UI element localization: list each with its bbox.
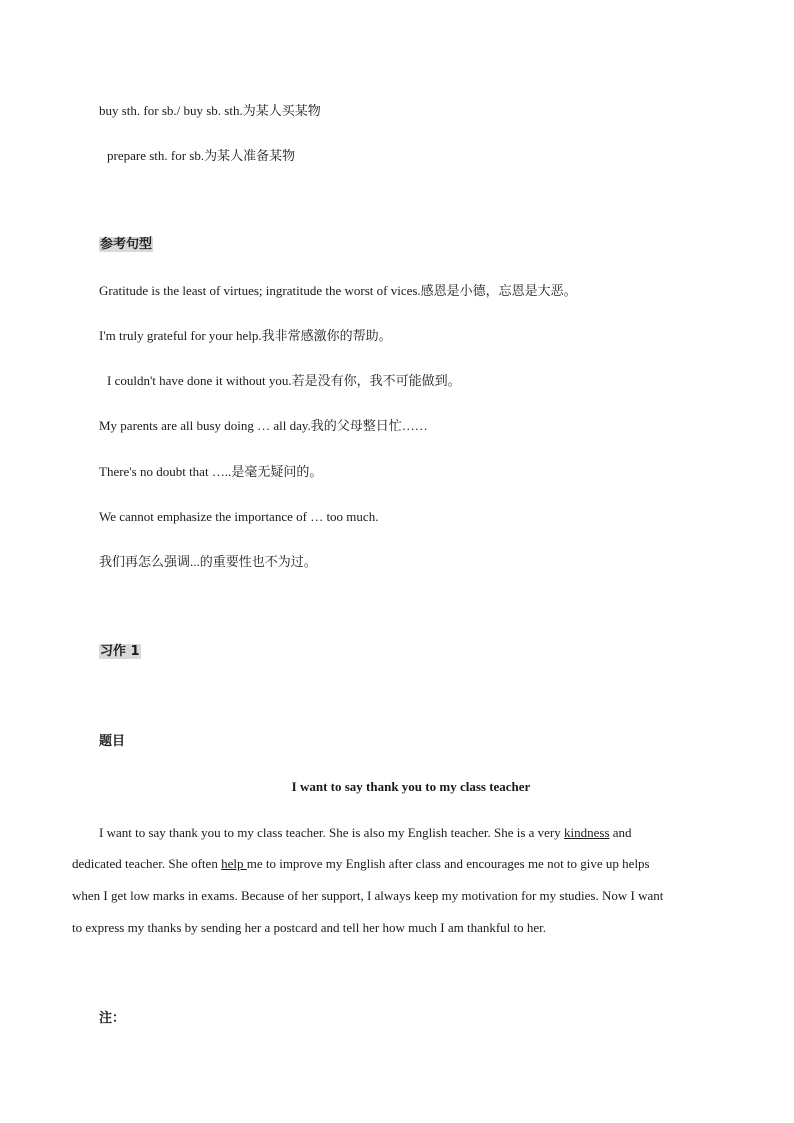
phrase-buy: buy sth. for sb./ buy sb. sth.为某人买某物 [99,103,321,118]
sentence-parents-busy: My parents are all busy doing … all day.我的父母整日忙…… [99,418,428,433]
sentence-gratitude: Gratitude is the least of virtues; ingratitude the worst of vices.感恩是小德，忘恩是大恶。 [99,283,577,298]
essay-title: I want to say thank you to my class teacher [291,779,531,794]
exercise-subheading: 题目 [99,734,126,749]
exercise-heading-text: 习作 1 [100,644,140,659]
reference-heading-text: 参考句型 [100,237,153,252]
essay-word-kindness: kindness [564,825,610,840]
essay-line-1-a: I want to say thank you to my class teacher. She is also my English teacher. She is a very [99,825,565,840]
reference-heading [99,237,153,253]
essay-word-help: help [221,856,247,871]
essay-line-2-a: dedicated teacher. She often [72,856,222,871]
essay-line-1 [99,825,632,841]
essay-line-2-b: me to improve my English after class and encourages me not to give up helps [246,856,650,871]
sentence-emphasize: We cannot emphasize the importance of … too much. [99,509,379,524]
essay-line-3: when I get low marks in exams. Because of her support, I always keep my motivation for my studies. Now I want [72,888,664,903]
essay-line-2 [72,856,650,872]
sentence-no-doubt: There's no doubt that …..是毫无疑问的。 [99,464,323,479]
essay-line-1-b: and [609,825,632,840]
essay-line-4: to express my thanks by sending her a postcard and tell her how much I am thankful to her. [72,920,547,935]
note-label: 注： [99,1011,126,1026]
sentence-without-you: I couldn't have done it without you.若是没有你，我不可能做到。 [107,373,461,388]
sentence-grateful: I'm truly grateful for your help.我非常感激你的帮助。 [99,328,392,343]
exercise-heading [99,644,141,660]
phrase-prepare: prepare sth. for sb.为某人准备某物 [107,148,296,163]
sentence-emphasize-cn: 我们再怎么强调...的重要性也不为过。 [99,554,317,569]
